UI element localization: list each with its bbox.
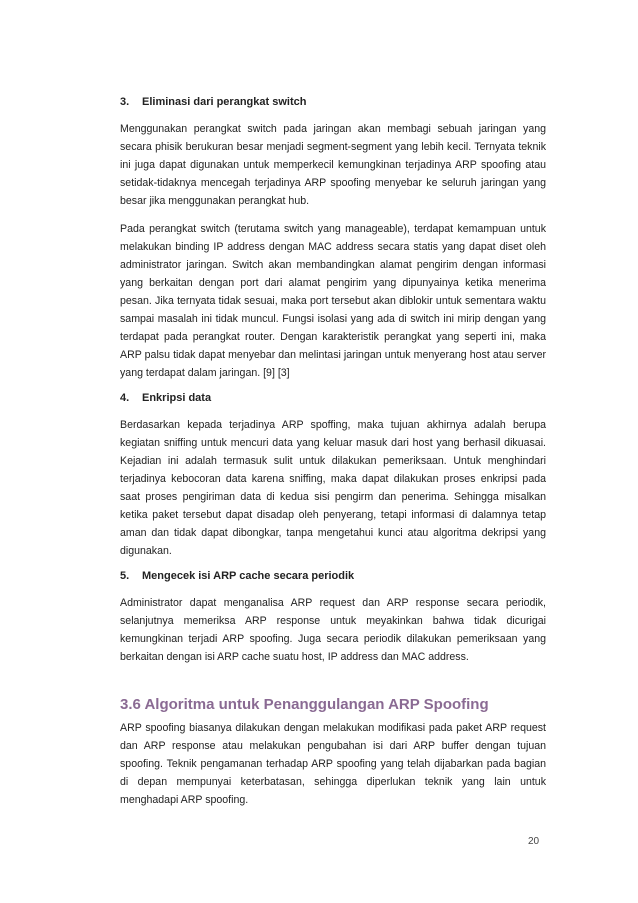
page-number: 20 [528,836,540,847]
section-title: 3.6 Algoritma untuk Penanggulangan ARP Spoofing [120,696,489,713]
paragraph: Administrator dapat menganalisa ARP request dan ARP response secara periodik, selanjutnya memeriksa ARP response untuk meyakinkan bahwa tidak dicurigai kemungkinan terjadi ARP spoofing. Juga secara periodik dilakukan pemeriksaan yang berkaitan dengan isi ARP cache suatu host, IP address dan MAC address. [120,597,546,663]
list-heading-title: Enkripsi data [142,392,212,404]
list-heading-4 [120,392,546,404]
list-number: 5. [120,570,130,582]
list-heading-3 [120,96,546,108]
paragraph: Pada perangkat switch (terutama switch yang manageable), terdapat kemampuan untuk melakukan binding IP address dengan MAC address secara statis yang dapat diset oleh administrator jaringan. Switch akan membandingkan alamat pengirim dengan informasi yang berkaitan dengan port dari alamat pengirim yang dipunyainya ketika menerima pesan. Jika ternyata tidak sesuai, maka port tersebut akan diblokir untuk sementara waktu sampai masalah ini tidak muncul. Fungsi isolasi yang ada di switch ini mirip dengan yang terdapat pada perangkat router. Dengan karakteristik perangkat yang seperti ini, maka ARP palsu tidak dapat menyebar dan melintasi jaringan untuk menyerang host atau server yang terdapat dalam jaringan. [9] [3] [120,223,546,379]
list-number: 3. [120,96,130,108]
paragraph: Menggunakan perangkat switch pada jaringan akan membagi sebuah jaringan yang secara phisik berukuran besar menjadi segment-segment yang lebih kecil. Ternyata teknik ini juga dapat digunakan untuk memperkecil kemungkinan terjadinya ARP spoofing atau setidak-tidaknya mencegah terjadinya ARP spoofing menyebar ke seluruh jaringan yang besar jika menggunakan perangkat hub. [120,123,546,207]
list-heading-title: Mengecek isi ARP cache secara periodik [142,570,355,582]
page-content [120,96,546,819]
paragraph: Berdasarkan kepada terjadinya ARP spoffing, maka tujuan akhirnya adalah berupa kegiatan sniffing untuk mencuri data yang keluar masuk dari host yang berhasil dikuasai. Kejadian ini adalah termasuk sulit untuk dilakukan pemeriksaan. Untuk menghindari terjadinya kebocoran data karena sniffing, maka dapat dilakukan proses enkripsi pada saat proses pengiriman data di kedua sisi pengirm dan penerima. Sehingga misalkan ketika paket tersebut dapat disadap oleh penyerang, tetapi informasi di dalamnya tetap aman dan tidak dapat dibongkar, tanpa mengetahui kunci atau algoritma dekripsi yang digunakan. [120,419,546,557]
list-heading-5 [120,570,546,582]
list-number: 4. [120,392,130,404]
paragraph: ARP spoofing biasanya dilakukan dengan melakukan modifikasi pada paket ARP request dan ARP response atau melakukan pengubahan isi dari ARP buffer dengan tujuan spoofing. Teknik pengamanan terhadap ARP spoofing yang telah dijabarkan pada bagian di depan mempunyai keterbatasan, sehingga diperlukan teknik yang lain untuk menghadapi ARP spoofing. [120,722,546,806]
list-heading-title: Eliminasi dari perangkat switch [142,96,307,108]
